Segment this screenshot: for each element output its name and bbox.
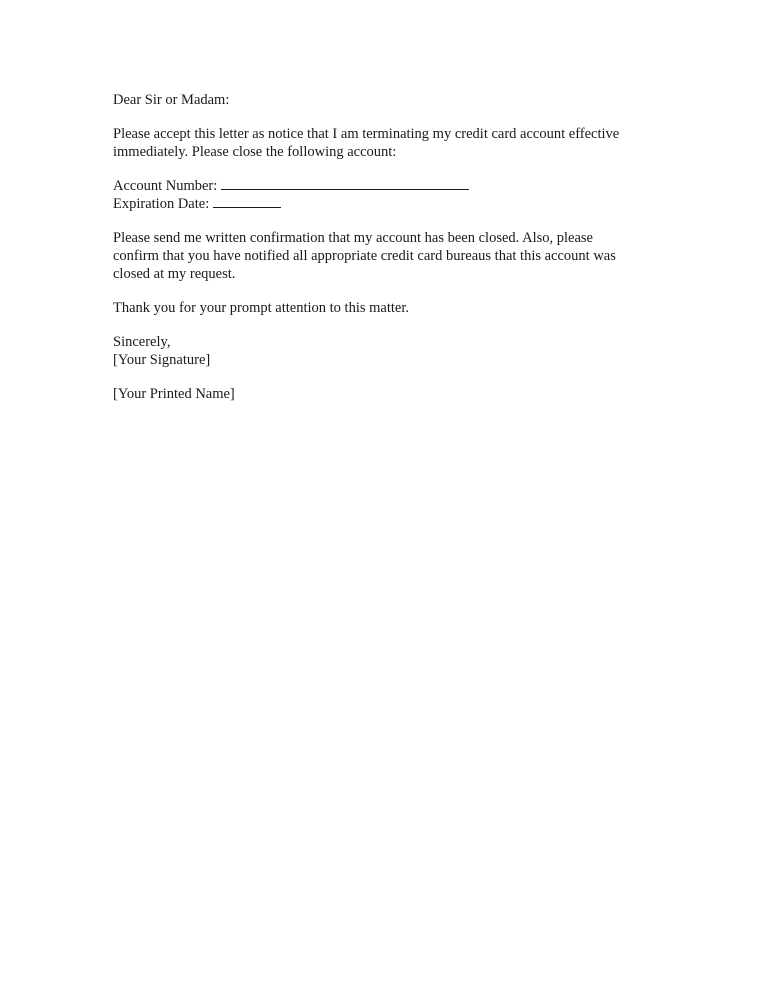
letter-body [113,91,673,419]
paragraph-notice [113,125,673,161]
paragraph-thanks-text: Thank you for your prompt attention to this matter. [113,300,409,316]
expiration-date-row [113,195,673,213]
paragraph-notice-line-2: immediately. Please close the following account: [113,144,397,160]
account-number-label: Account Number: [113,178,218,194]
paragraph-confirmation-line-2: confirm that you have notified all appropriate credit card bureaus that this account was [113,248,616,264]
account-number-row [113,177,673,195]
salutation [113,91,673,109]
closing-block [113,333,673,369]
paragraph-thanks [113,299,673,317]
closing-text: Sincerely, [113,334,171,350]
account-fields [113,177,673,213]
account-number-blank-line [221,177,469,190]
expiration-date-label: Expiration Date: [113,196,210,212]
printed-name-block [113,385,673,403]
salutation-text: Dear Sir or Madam: [113,92,230,108]
signature-placeholder: [Your Signature] [113,352,211,368]
paragraph-confirmation-line-1: Please send me written confirmation that my account has been closed. Also, please [113,230,593,246]
paragraph-confirmation-line-3: closed at my request. [113,266,236,282]
printed-name-placeholder: [Your Printed Name] [113,386,235,402]
paragraph-notice-line-1: Please accept this letter as notice that I am terminating my credit card account effective [113,126,620,142]
paragraph-confirmation [113,229,673,283]
expiration-date-blank-line [213,195,281,208]
